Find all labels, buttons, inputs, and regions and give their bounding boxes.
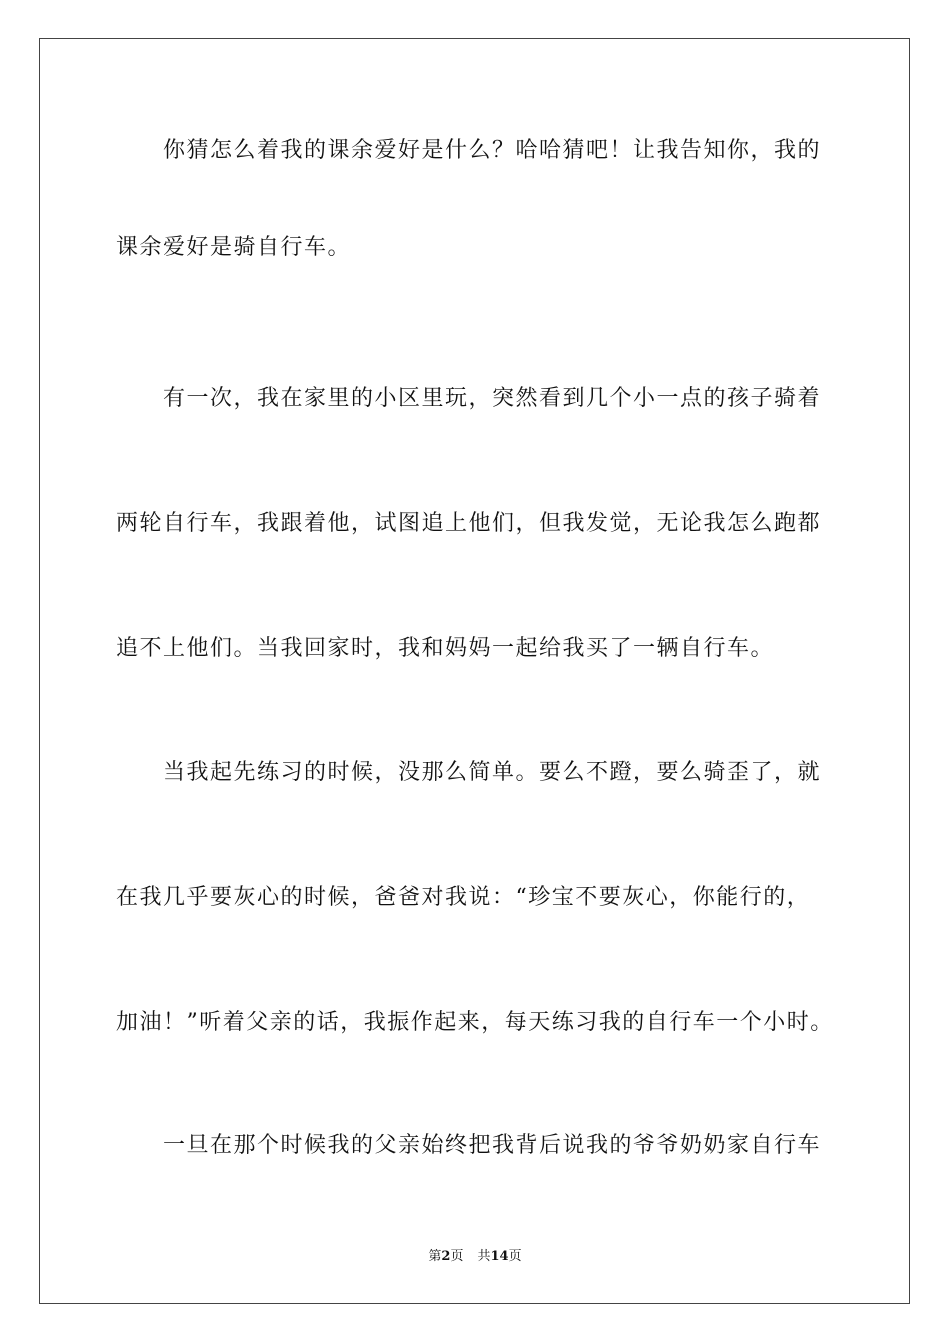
paragraph-line-4: 两轮自行车，我跟着他，试图追上他们，但我发觉，无论我怎么跑都 (116, 511, 822, 536)
footer-page-number: 2 (441, 1249, 451, 1264)
paragraph-line-8: 加油！”听着父亲的话，我振作起来，每天练习我的自行车一个小时。 (116, 1010, 834, 1035)
footer-total-pages: 14 (490, 1249, 509, 1264)
footer-total-prefix: 共 (477, 1249, 491, 1264)
paragraph-line-1: 你猜怎么着我的课余爱好是什么？哈哈猜吧！让我告知你，我的 (163, 138, 822, 163)
page-footer (0, 1248, 950, 1266)
paragraph-line-6: 当我起先练习的时候，没那么简单。要么不蹬，要么骑歪了，就 (163, 760, 822, 785)
paragraph-line-5: 追不上他们。当我回家时，我和妈妈一起给我买了一辆自行车。 (116, 636, 775, 661)
paragraph-line-3: 有一次，我在家里的小区里玩，突然看到几个小一点的孩子骑着 (163, 386, 822, 411)
footer-page-suffix: 页 (450, 1249, 464, 1264)
paragraph-line-2: 课余爱好是骑自行车。 (116, 235, 352, 260)
footer-total-suffix: 页 (508, 1249, 522, 1264)
paragraph-line-9: 一旦在那个时候我的父亲始终把我背后说我的爷爷奶奶家自行车 (163, 1133, 822, 1158)
page-frame (39, 38, 910, 1304)
paragraph-line-7: 在我几乎要灰心的时候，爸爸对我说：“珍宝不要灰心，你能行的， (116, 885, 811, 910)
footer-page-prefix: 第 (428, 1249, 442, 1264)
